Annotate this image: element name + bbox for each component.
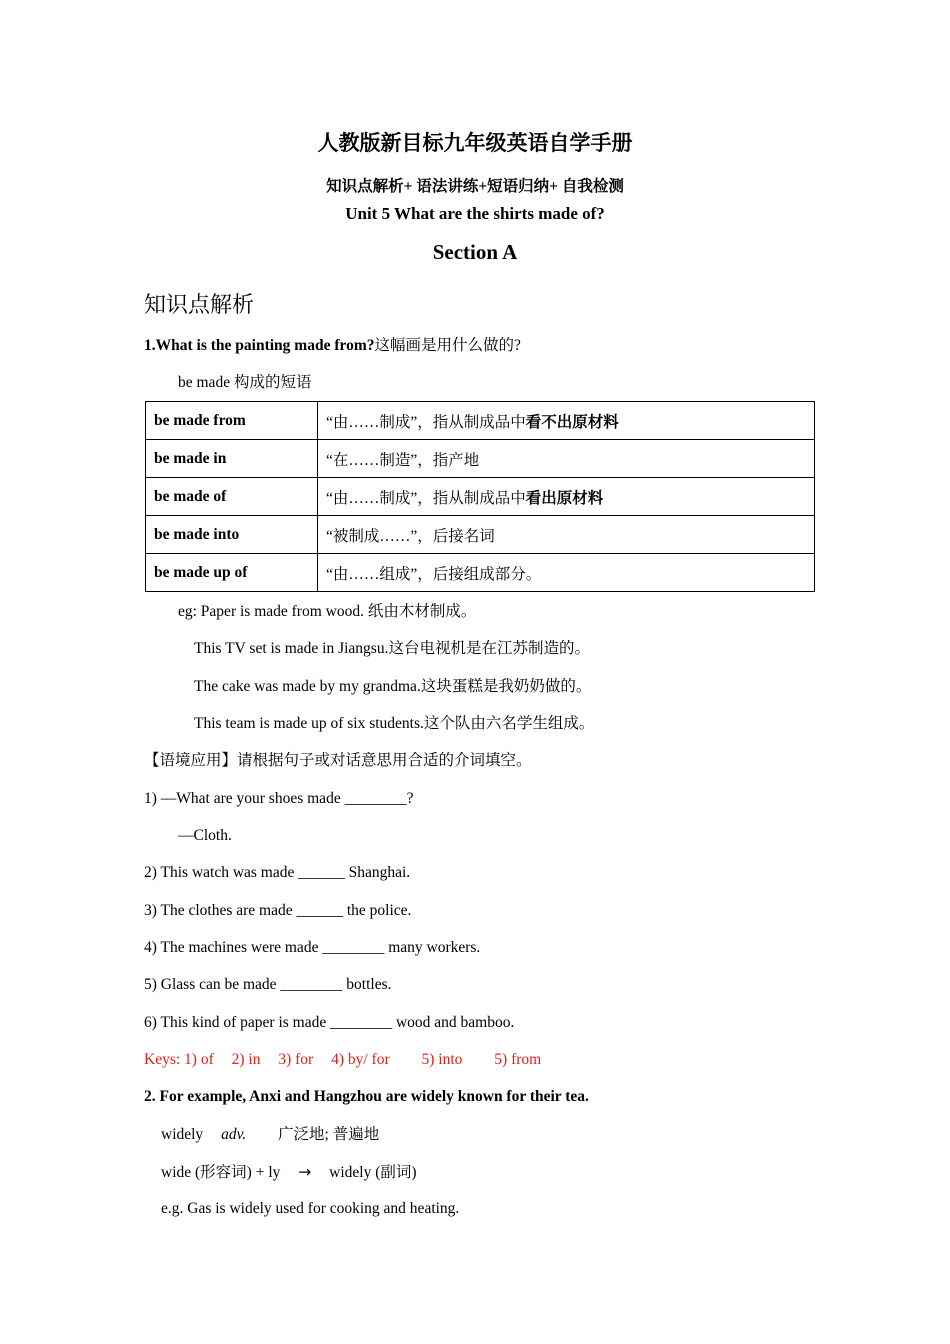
phrase-table (145, 401, 815, 592)
arrow-right-icon: → (298, 1163, 312, 1181)
meaning-text: “由……制成”，指从制成品中 (326, 413, 526, 431)
point1-question-cn: 这幅画是用什么做的? (374, 337, 521, 354)
meaning-emphasis: 看出原材料 (525, 489, 604, 507)
phrase-cell: be made up of (146, 554, 318, 592)
point2-sentence-text: 2. For example, Anxi and Hangzhou are widely known for their tea. (144, 1088, 589, 1105)
word-formation (161, 1162, 417, 1183)
exercise-item: 1) —What are your shoes made ________? (144, 790, 414, 807)
meaning-cell (318, 516, 815, 554)
key-item: 5) from (494, 1051, 542, 1068)
meaning-text: “由……组成”，后接组成部分。 (326, 565, 542, 583)
word: widely (161, 1126, 204, 1143)
meaning-text: “在……制造”，指产地 (326, 451, 480, 469)
section-title: Section A (432, 240, 518, 264)
phrase-cell: be made of (146, 478, 318, 516)
point2-example: e.g. Gas is widely used for cooking and heating. (161, 1200, 460, 1217)
knowledge-heading: 知识点解析 (144, 293, 255, 318)
part-of-speech: adv. (221, 1126, 247, 1143)
meaning-emphasis: 看不出原材料 (525, 413, 619, 431)
meaning-text: “由……制成”，指从制成品中 (326, 489, 526, 507)
word-meaning: 广泛地; 普遍地 (278, 1126, 380, 1143)
meaning-text: “被制成……”，后接名词 (326, 527, 495, 545)
unit-title: Unit 5 What are the shirts made of? (345, 204, 605, 223)
exercise-item: 6) This kind of paper is made ________ wood and bamboo. (144, 1014, 515, 1031)
answer-keys (144, 1050, 541, 1070)
table-row (146, 440, 815, 478)
point1-question (144, 336, 521, 356)
exercise-item: 3) The clothes are made ______ the police. (144, 902, 412, 919)
phrase-cell: be made into (146, 516, 318, 554)
table-intro: be made 构成的短语 (178, 374, 312, 391)
exercise-item: 2) This watch was made ______ Shanghai. (144, 864, 411, 881)
exercise-item: —Cloth. (178, 827, 232, 844)
meaning-cell (318, 402, 815, 440)
key-item: 2) in (231, 1051, 261, 1068)
meaning-cell (318, 554, 815, 592)
exercise-instruction: 【语境应用】请根据句子或对话意思用合适的介词填空。 (144, 752, 532, 769)
formation-left: wide (形容词) + ly (161, 1164, 281, 1181)
keys-label: Keys: (144, 1051, 181, 1068)
table-row (146, 554, 815, 592)
meaning-cell (318, 440, 815, 478)
table-row (146, 516, 815, 554)
subtitle: 知识点解析+ 语法讲练+短语归纳+ 自我检测 (326, 178, 624, 195)
point1-question-en: 1.What is the painting made from? (144, 337, 375, 354)
phrase-cell: be made from (146, 402, 318, 440)
key-item: 5) into (421, 1051, 463, 1068)
key-item: 1) of (184, 1051, 214, 1068)
point2-sentence (144, 1087, 589, 1107)
exercise-item: 4) The machines were made ________ many workers. (144, 939, 481, 956)
meaning-cell (318, 478, 815, 516)
formation-right: widely (副词) (329, 1164, 417, 1181)
table-row (146, 402, 815, 440)
table-row (146, 478, 815, 516)
phrase-cell: be made in (146, 440, 318, 478)
example-line: This TV set is made in Jiangsu.这台电视机是在江苏制造的。 (194, 640, 590, 657)
main-title: 人教版新目标九年级英语自学手册 (317, 131, 633, 155)
example-line: This team is made up of six students.这个队由六名学生组成。 (194, 715, 595, 732)
word-entry (161, 1125, 379, 1145)
example-line: The cake was made by my grandma.这块蛋糕是我奶奶做的。 (194, 678, 592, 695)
key-item: 3) for (278, 1051, 314, 1068)
exercise-item: 5) Glass can be made ________ bottles. (144, 976, 392, 993)
example-line: eg: Paper is made from wood. 纸由木材制成。 (178, 603, 477, 620)
key-item: 4) by/ for (331, 1051, 390, 1068)
